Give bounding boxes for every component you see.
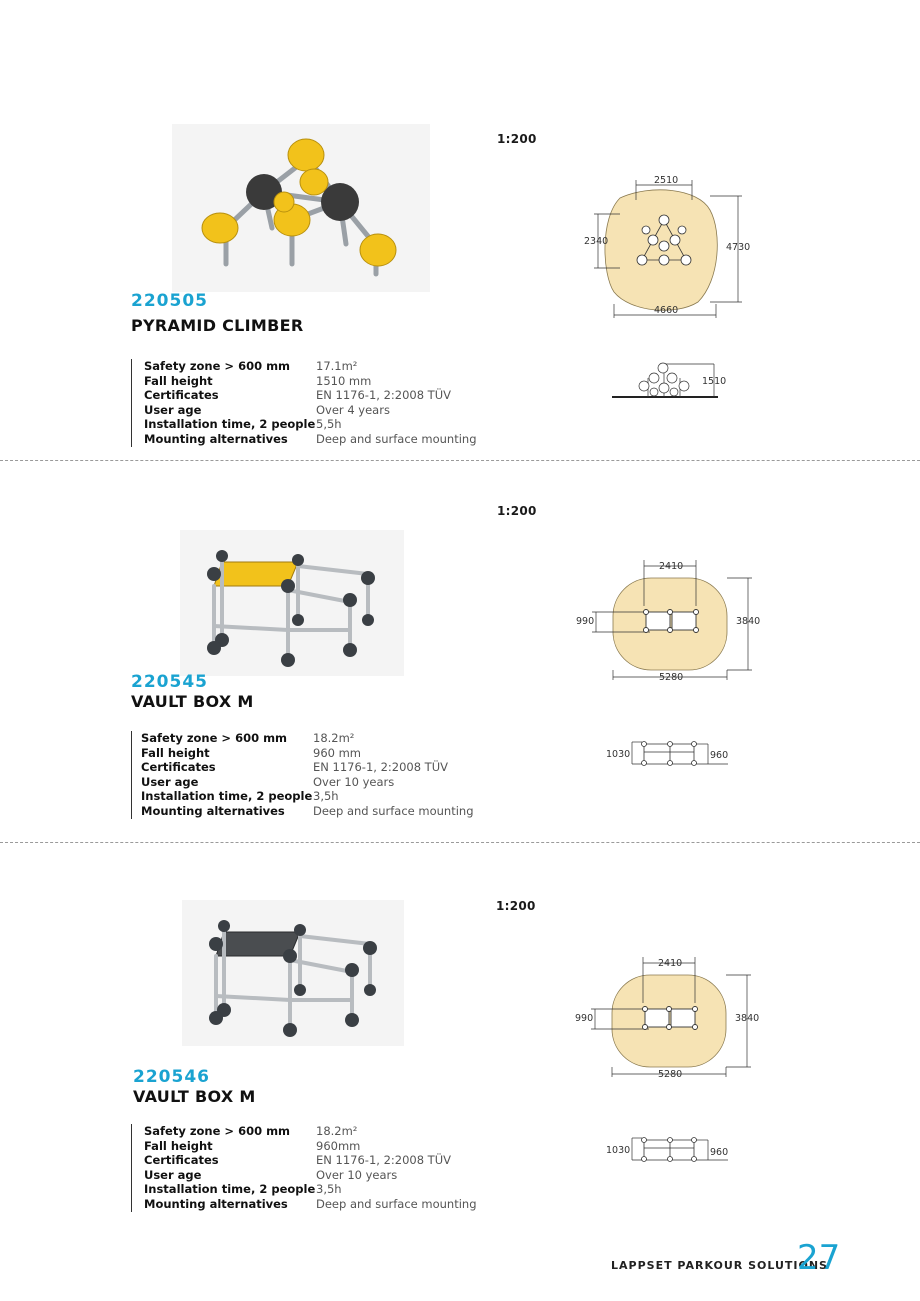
spec-value: EN 1176-1, 2:2008 TÜV <box>313 760 448 775</box>
dim-left: 990 <box>576 616 595 627</box>
spec-label: Safety zone > 600 mm <box>141 731 288 745</box>
product-photo-pyramid-climber <box>172 124 430 292</box>
spec-label: Certificates <box>144 388 219 403</box>
section-divider <box>0 460 920 461</box>
spec-row-certificates <box>141 760 474 775</box>
spec-label: Safety zone > 600 mm <box>144 1124 291 1138</box>
spec-label: Mounting alternatives <box>144 431 288 446</box>
spec-label: Fall height <box>144 1138 213 1153</box>
spec-value: Deep and surface mounting <box>313 803 474 818</box>
spec-label: User age <box>141 774 199 789</box>
spec-label: Installation time, 2 people <box>141 789 313 804</box>
section-divider <box>0 842 920 843</box>
spec-label: User age <box>144 1167 202 1182</box>
spec-label: User age <box>144 402 202 417</box>
spec-value: 960mm <box>316 1138 361 1153</box>
spec-label: Installation time, 2 people <box>144 1182 316 1197</box>
spec-value: 960 mm <box>313 745 362 760</box>
spec-value: EN 1176-1, 2:2008 TÜV <box>316 1153 451 1168</box>
spec-row-certificates <box>144 1153 477 1168</box>
spec-list <box>131 359 477 447</box>
spec-list <box>131 1124 477 1212</box>
spec-label: Certificates <box>141 760 216 775</box>
spec-label: Safety zone > 600 mm <box>144 359 291 373</box>
spec-value: Deep and surface mounting <box>316 1196 477 1211</box>
dim-left: 2340 <box>584 236 609 247</box>
plan-drawing-top-view <box>580 170 760 320</box>
dim-left: 990 <box>575 1013 594 1024</box>
product-name: VAULT BOX M <box>131 692 254 711</box>
spec-row-installation-time <box>144 417 477 432</box>
spec-row-mounting <box>144 432 477 447</box>
spec-label: Fall height <box>141 745 210 760</box>
spec-row-fall-height <box>144 1139 477 1154</box>
spec-label: Certificates <box>144 1153 219 1168</box>
spec-label: Fall height <box>144 373 213 388</box>
spec-value: 5,5h <box>316 417 342 432</box>
scale-label: 1:200 <box>497 504 537 518</box>
spec-row-mounting <box>144 1197 477 1212</box>
dim-side-left: 1030 <box>606 1145 631 1156</box>
dim-top: 2510 <box>654 175 679 186</box>
product-code: 220545 <box>131 672 208 692</box>
spec-row-installation-time <box>141 789 474 804</box>
product-name: VAULT BOX M <box>133 1087 256 1106</box>
product-name: PYRAMID CLIMBER <box>131 316 304 335</box>
spec-value: 17.1m² <box>316 359 358 373</box>
spec-label: Mounting alternatives <box>144 1196 288 1211</box>
plan-drawing-top-view <box>569 953 769 1083</box>
dim-right: 4730 <box>726 242 751 253</box>
spec-value: 1510 mm <box>316 373 372 388</box>
dim-side-right: 960 <box>710 750 729 761</box>
plan-drawing-side-view <box>608 360 748 404</box>
spec-row-safety-zone <box>144 359 477 374</box>
spec-row-safety-zone <box>141 731 474 746</box>
dim-right: 3840 <box>735 1013 760 1024</box>
footer-brand-text: LAPPSET PARKOUR SOLUTIONS <box>611 1259 828 1272</box>
dim-side-right: 960 <box>710 1147 729 1158</box>
spec-row-fall-height <box>141 746 474 761</box>
spec-value: Deep and surface mounting <box>316 431 477 446</box>
product-photo-vault-box <box>182 900 404 1046</box>
spec-list <box>131 731 474 819</box>
plan-drawing-top-view <box>570 556 770 686</box>
dim-bottom: 5280 <box>658 1069 683 1080</box>
product-photo-vault-box <box>180 530 404 676</box>
spec-row-user-age <box>144 1168 477 1183</box>
product-code: 220546 <box>133 1067 210 1087</box>
spec-value: 3,5h <box>313 789 339 804</box>
spec-value: 3,5h <box>316 1182 342 1197</box>
scale-label: 1:200 <box>496 899 536 913</box>
spec-value: 18.2m² <box>313 731 355 745</box>
plan-drawing-side-view <box>604 738 734 770</box>
scale-label: 1:200 <box>497 132 537 146</box>
dim-bottom: 4660 <box>654 305 679 316</box>
spec-value: Over 10 years <box>316 1167 398 1182</box>
spec-value: EN 1176-1, 2:2008 TÜV <box>316 388 451 403</box>
dim-side-left: 1030 <box>606 749 631 760</box>
plan-drawing-side-view <box>604 1134 734 1166</box>
spec-row-installation-time <box>144 1182 477 1197</box>
spec-value: 18.2m² <box>316 1124 358 1138</box>
spec-row-user-age <box>141 775 474 790</box>
dim-top: 2410 <box>659 561 684 572</box>
spec-label: Installation time, 2 people <box>144 417 316 432</box>
spec-value: Over 4 years <box>316 402 390 417</box>
spec-row-certificates <box>144 388 477 403</box>
spec-label: Mounting alternatives <box>141 803 285 818</box>
dim-right: 3840 <box>736 616 761 627</box>
spec-row-fall-height <box>144 374 477 389</box>
product-code: 220505 <box>131 291 208 311</box>
spec-row-user-age <box>144 403 477 418</box>
dim-bottom: 5280 <box>659 672 684 683</box>
dim-top: 2410 <box>658 958 683 969</box>
spec-value: Over 10 years <box>313 774 395 789</box>
spec-row-mounting <box>141 804 474 819</box>
page-number: 27 <box>797 1238 841 1278</box>
spec-row-safety-zone <box>144 1124 477 1139</box>
dim-side-height: 1510 <box>702 376 727 387</box>
